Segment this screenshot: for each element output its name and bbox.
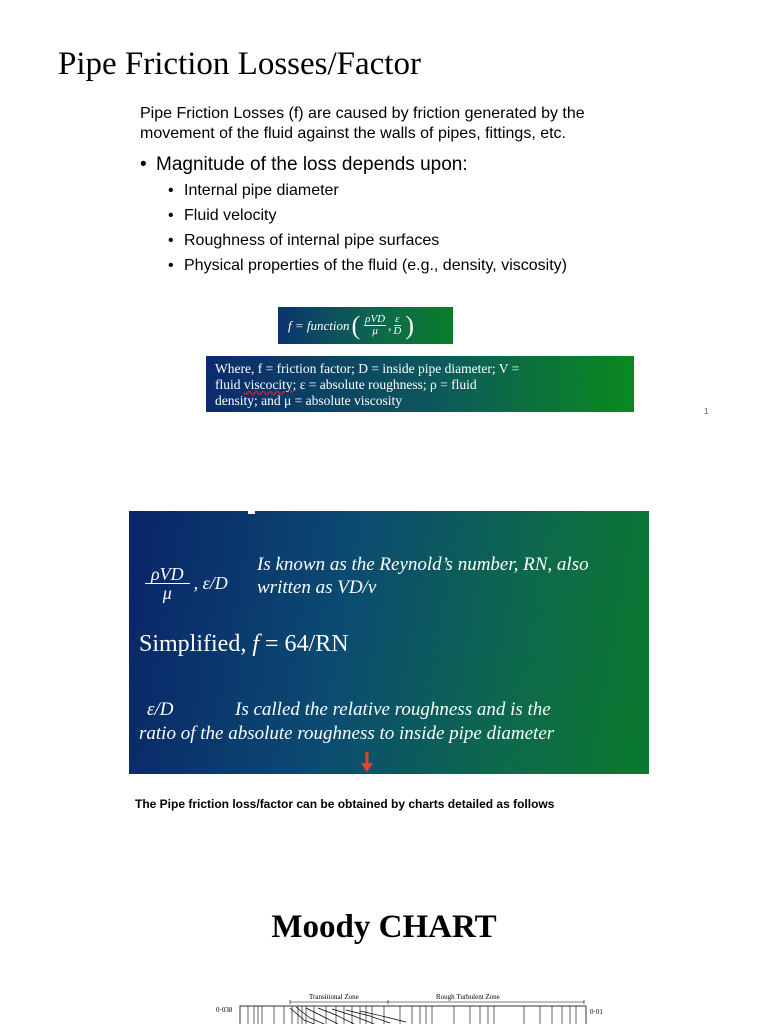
chart-friction-curves (290, 1007, 406, 1024)
formula-frac1-num: ρVD (365, 313, 386, 325)
where-line-1: Where, f = friction factor; D = inside pipe diameter; V = (215, 361, 520, 376)
formula-frac2-den: D (393, 325, 402, 337)
list-item (168, 255, 567, 280)
variable-definitions-box (206, 356, 634, 412)
chart-grid-lines (248, 1006, 576, 1024)
formula-comma: , (388, 317, 392, 333)
bullet-dot: • (168, 232, 174, 249)
list-item-text: Fluid velocity (184, 207, 277, 224)
chart-caption: The Pipe friction loss/factor can be obtained by charts detailed as follows (135, 797, 555, 811)
formula-frac2-num: ε (395, 313, 400, 325)
list-item-text: Internal pipe diameter (184, 182, 339, 199)
relative-roughness-desc-2: ratio of the absolute roughness to inside pipe diameter (139, 723, 555, 744)
intro-paragraph: Pipe Friction Losses (f) are caused by friction generated by the movement of the fluid against the walls of pipes, fittings, etc. (140, 105, 585, 142)
chart-zone-rough: Rough Turbulent Zone (436, 993, 500, 1001)
relative-roughness-label: ε/D (147, 699, 174, 720)
formula-fraction-roughness (393, 314, 401, 337)
simplified-rest: = 64/RN (259, 631, 349, 657)
reynolds-fraction (143, 565, 228, 602)
list-item-text: Roughness of internal pipe surfaces (184, 232, 440, 249)
formula-lhs: f = function (288, 317, 350, 333)
rn-frac-suffix: , ε/D (193, 573, 228, 593)
bullet-dot: • (168, 182, 174, 199)
sub-bullet-list (168, 180, 567, 280)
panel-notch (248, 511, 255, 514)
chart-y-label-top: 0·038 (216, 1006, 233, 1014)
rn-frac-den: μ (162, 583, 172, 603)
formula-fraction-reynolds (364, 314, 386, 337)
chart-right-label: 0·01 (590, 1008, 603, 1016)
where-line-3: density; and μ = absolute viscosity (215, 393, 402, 408)
list-item-text: Physical properties of the fluid (e.g., density, viscosity) (184, 257, 567, 274)
where-line-2 (215, 377, 625, 393)
page-title: Pipe Friction Losses/Factor (58, 46, 421, 82)
formula-frac1-den: μ (372, 325, 378, 337)
where-line-2a: fluid (215, 377, 244, 392)
simplified-f: f (252, 631, 260, 657)
list-item (168, 205, 567, 230)
bullet-dot: • (168, 207, 174, 224)
arrow-down-icon (361, 752, 373, 772)
bullet-dot: • (140, 154, 147, 175)
moody-chart-title: Moody CHART (271, 909, 497, 945)
bullet-dot: • (168, 257, 174, 274)
page-number: 1 (704, 407, 709, 416)
chart-zone-transitional: Transitional Zone (309, 993, 359, 1001)
list-item (168, 180, 567, 205)
bullet-main-text: Magnitude of the loss depends upon: (156, 154, 468, 175)
relative-roughness-desc-1: Is called the relative roughness and is the (235, 699, 551, 720)
where-line-2b: ; ε = absolute roughness; ρ = fluid (292, 377, 477, 392)
simplified-prefix: Simplified, (139, 631, 253, 657)
rn-fraction (145, 565, 190, 602)
simplified-formula (139, 631, 349, 658)
moody-chart-image (214, 990, 604, 1024)
spellcheck-underlined-word: viscocity (243, 377, 293, 392)
reynolds-number-panel (129, 511, 649, 774)
formula-close-paren: ) (405, 310, 414, 340)
reynolds-description: Is known as the Reynold’s number, RN, also written as VD/v (257, 554, 589, 598)
formula-open-paren: ( (351, 310, 361, 340)
friction-formula-box (278, 307, 453, 344)
rn-frac-num: ρVD (145, 565, 190, 584)
list-item (168, 230, 567, 255)
bullet-main (140, 153, 468, 177)
